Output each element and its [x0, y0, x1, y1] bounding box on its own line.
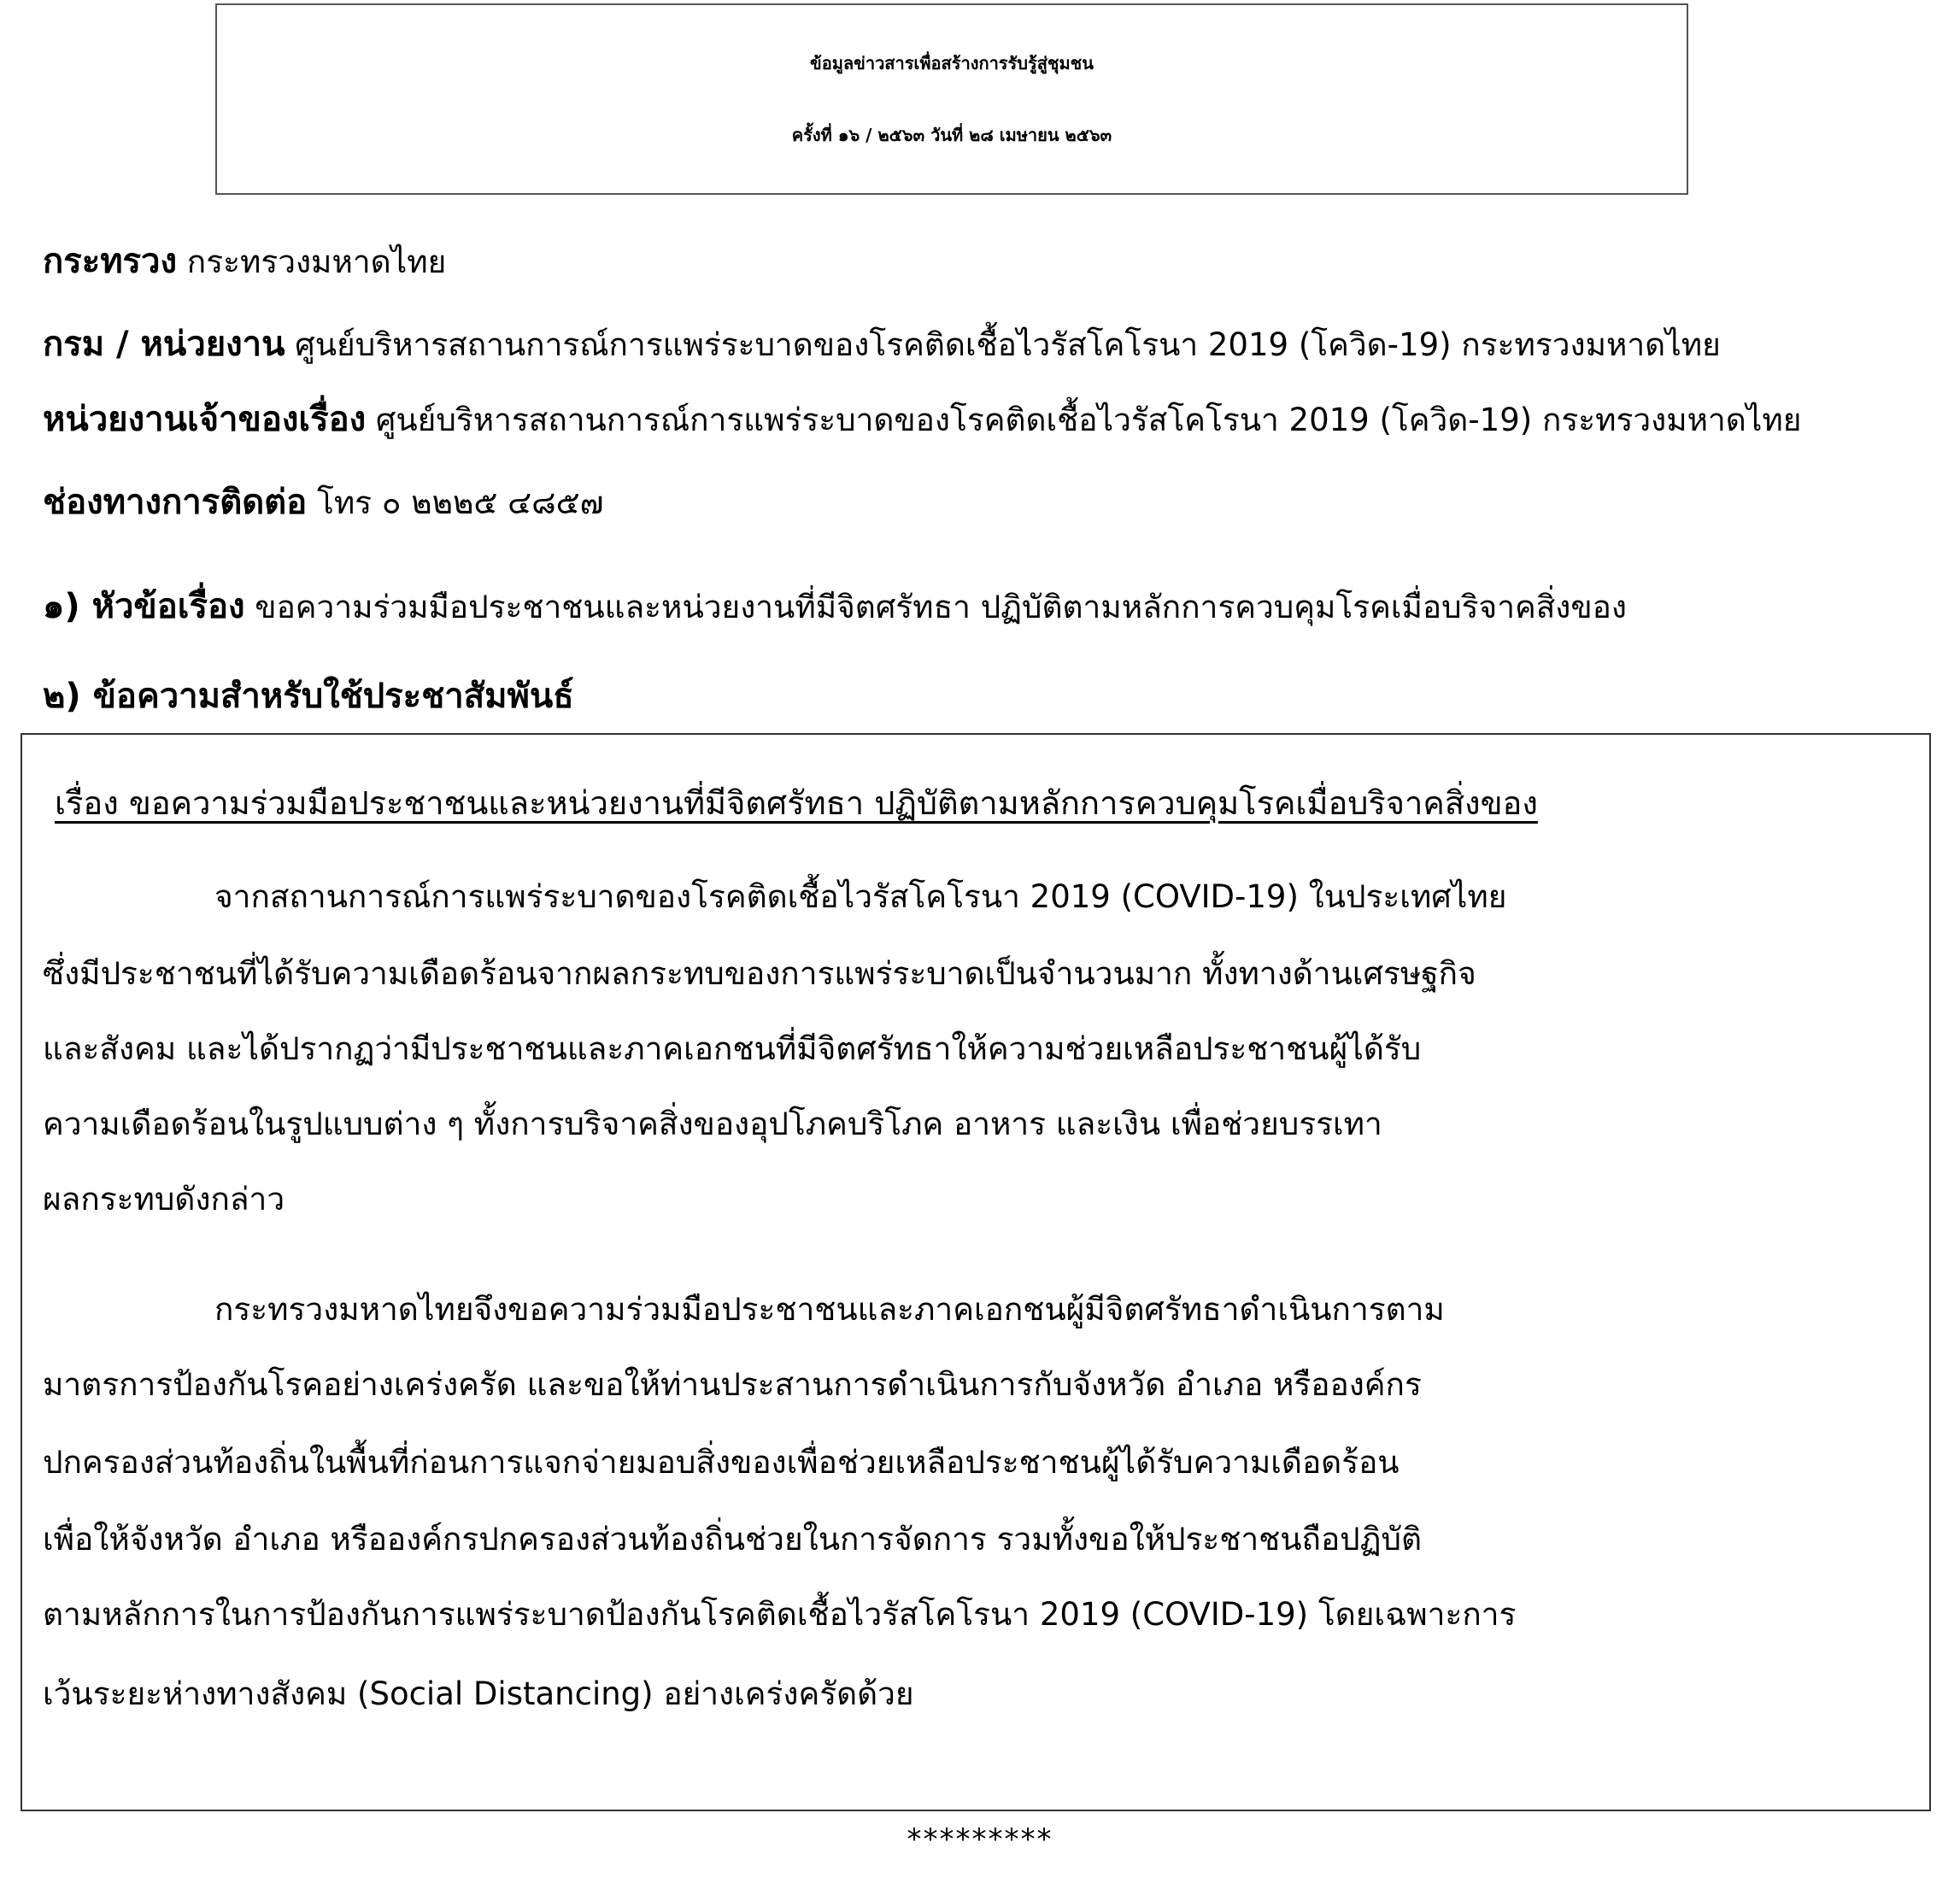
pr-heading-row — [43, 671, 574, 723]
topic-row — [43, 581, 1627, 633]
pr-message-box — [21, 733, 1931, 1811]
owner-row — [43, 394, 1801, 446]
pr-heading: ๒) ข้อความสำหรับใช้ประชาสัมพันธ์ — [43, 677, 574, 716]
contact-label: ช่องทางการติดต่อ — [43, 483, 308, 522]
paragraph-2-line: ตามหลักการในการป้องกันการแพร่ระบาดป้องกันโรคติดเชื้อไวรัสโคโรนา 2019 (COVID-19) โดยเฉพาะการ — [43, 1596, 1517, 1633]
department-row — [43, 319, 1721, 371]
paragraph-1-line: จากสถานการณ์การแพร่ระบาดของโรคติดเชื้อไวรัสโคโรนา 2019 (COVID-19) ในประเทศไทย — [214, 878, 1507, 915]
paragraph-2-line: เว้นระยะห่างทางสังคม (Social Distancing) อย่างเคร่งครัดด้วย — [43, 1675, 914, 1712]
paragraph-1-line: ผลกระทบดังกล่าว — [43, 1181, 285, 1217]
ministry-row — [43, 236, 446, 288]
header-title: ข้อมูลข่าวสารเพื่อสร้างการรับรู้สู่ชุมชน — [810, 53, 1094, 73]
ministry-value: กระทรวงมหาดไทย — [186, 243, 447, 280]
paragraph-1-line: และสังคม และได้ปรากฏว่ามีประชาชนและภาคเอกชนที่มีจิตศรัทธาให้ความช่วยเหลือประชาชนผู้ได้รับ — [43, 1030, 1422, 1067]
pr-message-title: เรื่อง ขอความร่วมมือประชาชนและหน่วยงานที่มีจิตศรัทธา ปฏิบัติตามหลักการควบคุมโรคเมื่อบริจาคสิ่งของ — [55, 784, 1538, 822]
topic-value: ขอความร่วมมือประชาชนและหน่วยงานที่มีจิตศรัทธา ปฏิบัติตามหลักการควบคุมโรคเมื่อบริจาคสิ่งของ — [255, 589, 1627, 625]
ministry-label: กระทรวง — [43, 242, 178, 281]
end-marker: ********* — [907, 1822, 1053, 1857]
department-label: กรม / หน่วยงาน — [43, 325, 285, 364]
paragraph-1-line: ซึ่งมีประชาชนที่ได้รับความเดือดร้อนจากผลกระทบของการแพร่ระบาดเป็นจำนวนมาก ทั้งทางด้านเศรษฐกิจ — [43, 955, 1476, 992]
paragraph-2-line: มาตรการป้องกันโรคอย่างเคร่งครัด และขอให้ท่านประสานการดำเนินการกับจังหวัด อำเภอ หรือองค์กร — [43, 1366, 1422, 1403]
paragraph-1-line: ความเดือดร้อนในรูปแบบต่าง ๆ ทั้งการบริจาคสิ่งของอุปโภคบริโภค อาหาร และเงิน เพื่อช่วยบรรเทา — [43, 1106, 1382, 1142]
paragraph-2-line: เพื่อให้จังหวัด อำเภอ หรือองค์กรปกครองส่วนท้องถิ่นช่วยในการจัดการ รวมทั้งขอให้ประชาชนถือปฏิบัติ — [43, 1521, 1423, 1558]
department-value: ศูนย์บริหารสถานการณ์การแพร่ระบาดของโรคติดเชื้อไวรัสโคโรนา 2019 (โควิด-19) กระทรวงมหาดไทย — [295, 326, 1721, 363]
owner-label: หน่วยงานเจ้าของเรื่อง — [43, 400, 367, 439]
paragraph-2-line: กระทรวงมหาดไทยจึงขอความร่วมมือประชาชนและภาคเอกชนผู้มีจิตศรัทธาดำเนินการตาม — [214, 1291, 1445, 1328]
contact-row — [43, 477, 604, 529]
header-issue-date: ครั้งที่ ๑๖ / ๒๕๖๓ วันที่ ๒๘ เมษายน ๒๕๖๓ — [791, 125, 1112, 145]
contact-value: โทร ๐ ๒๒๒๕ ๔๘๕๗ — [316, 484, 604, 521]
header-box — [215, 3, 1688, 195]
topic-label: ๑) หัวข้อเรื่อง — [43, 587, 245, 626]
paragraph-2-line: ปกครองส่วนท้องถิ่นในพื้นที่ก่อนการแจกจ่ายมอบสิ่งของเพื่อช่วยเหลือประชาชนผู้ได้รับความเดือดร้อน — [43, 1444, 1400, 1481]
owner-value: ศูนย์บริหารสถานการณ์การแพร่ระบาดของโรคติดเชื้อไวรัสโคโรนา 2019 (โควิด-19) กระทรวงมหาดไทย — [375, 402, 1802, 438]
